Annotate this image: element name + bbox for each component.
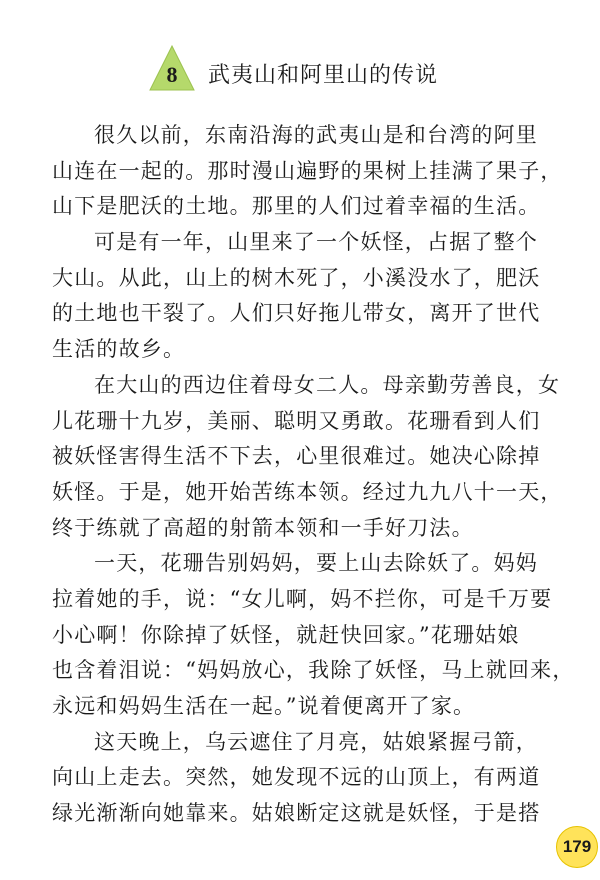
text-line: 生活的故乡。 — [52, 337, 186, 362]
text-line: 小心啊！你除掉了妖怪，就赶快回家。”花珊姑娘 — [52, 622, 520, 647]
text-line: 大山。从此，山上的树木死了，小溪没水了，肥沃 — [52, 265, 541, 290]
lesson-header — [148, 44, 568, 104]
page-number-badge: 179 — [556, 826, 598, 868]
text-line: 可是有一年，山里来了一个妖怪，占据了整个 — [94, 230, 538, 255]
story-text — [52, 118, 575, 832]
text-line: 也含着泪说：“妈妈放心，我除了妖怪，马上就回来， — [52, 658, 575, 683]
text-line: 很久以前，东南沿海的武夷山是和台湾的阿里 — [94, 123, 538, 147]
text-line: 一天，花珊告别妈妈，要上山去除妖了。妈妈 — [94, 551, 538, 576]
text-line: 山连在一起的。那时漫山遍野的果树上挂满了果子， — [52, 158, 563, 183]
text-line: 在大山的西边住着母女二人。母亲勤劳善良，女 — [94, 372, 561, 397]
text-line: 永远和妈妈生活在一起。”说着便离开了家。 — [52, 694, 476, 718]
lesson-number: 8 — [166, 62, 178, 87]
text-line: 绿光渐渐向她靠来。姑娘断定这就是妖怪，于是搭 — [52, 801, 541, 826]
text-line: 妖怪。于是，她开始苦练本领。经过九九八十一天， — [52, 479, 563, 504]
text-line: 的土地也干裂了。人们只好拖儿带女，离开了世代 — [52, 301, 541, 326]
lesson-title: 武夷山和阿里山的传说 — [208, 63, 439, 88]
text-line: 山下是肥沃的土地。那里的人们过着幸福的生活。 — [52, 194, 541, 219]
text-line: 向山上走去。突然，她发现不远的山顶上，有两道 — [52, 765, 541, 790]
text-line: 这天晚上，乌云遮住了月亮，姑娘紧握弓箭， — [94, 729, 538, 754]
text-line: 被妖怪害得生活不下去，心里很难过。她决心除掉 — [52, 444, 541, 469]
lesson-badge — [148, 44, 196, 92]
text-line: 拉着她的手，说：“女儿啊，妈不拦你，可是千万要 — [52, 586, 553, 611]
text-line: 儿花珊十九岁，美丽、聪明又勇敢。花珊看到人们 — [52, 408, 541, 433]
text-line: 终于练就了高超的射箭本领和一手好刀法。 — [52, 515, 474, 540]
